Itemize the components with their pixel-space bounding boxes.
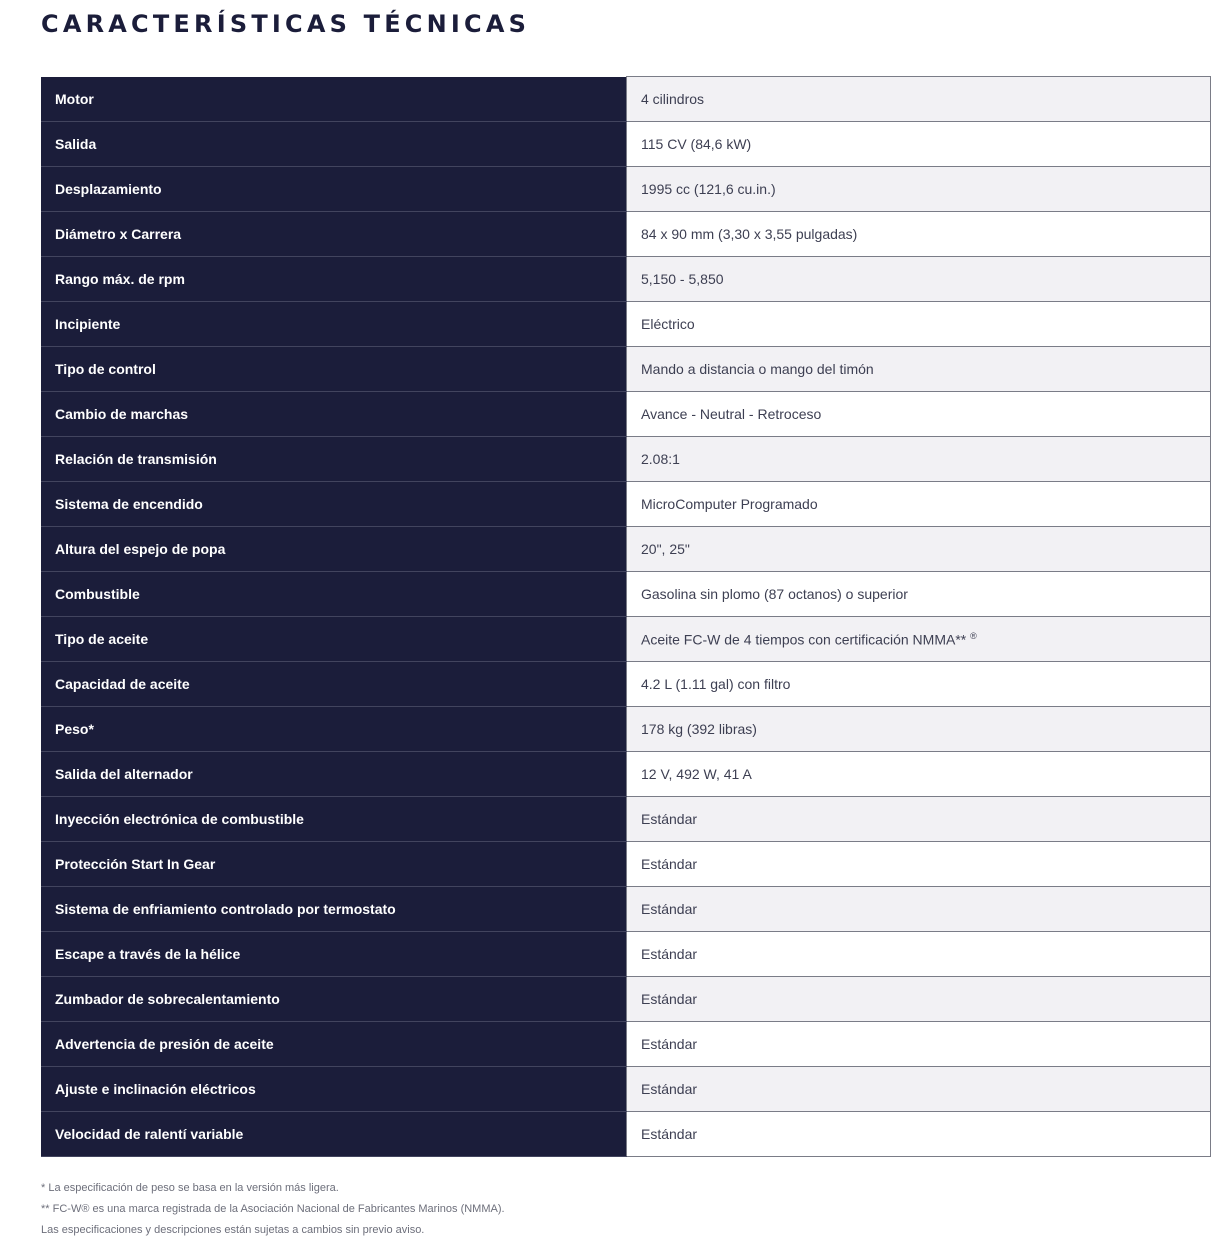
spec-label: Motor xyxy=(41,77,627,122)
table-row xyxy=(41,1112,1211,1157)
spec-label: Inyección electrónica de combustible xyxy=(41,797,627,842)
table-row xyxy=(41,527,1211,572)
spec-value: Mando a distancia o mango del timón xyxy=(627,347,1211,392)
spec-value: Estándar xyxy=(627,1112,1211,1157)
table-row xyxy=(41,437,1211,482)
spec-value: 5,150 - 5,850 xyxy=(627,257,1211,302)
table-row xyxy=(41,797,1211,842)
page-title: CARACTERÍSTICAS TÉCNICAS xyxy=(41,10,531,38)
spec-value: 4.2 L (1.11 gal) con filtro xyxy=(627,662,1211,707)
spec-label: Ajuste e inclinación eléctricos xyxy=(41,1067,627,1112)
spec-value: 20", 25" xyxy=(627,527,1211,572)
footnote-weight: * La especificación de peso se basa en la versión más ligera. xyxy=(41,1182,339,1194)
table-row xyxy=(41,347,1211,392)
spec-value-text: Aceite FC-W de 4 tiempos con certificación NMMA** xyxy=(641,631,967,648)
table-row xyxy=(41,572,1211,617)
table-row xyxy=(41,392,1211,437)
table-row xyxy=(41,1067,1211,1112)
spec-value: 1995 cc (121,6 cu.in.) xyxy=(627,167,1211,212)
spec-label: Altura del espejo de popa xyxy=(41,527,627,572)
spec-value: 4 cilindros xyxy=(627,77,1211,122)
spec-label: Escape a través de la hélice xyxy=(41,932,627,977)
table-row xyxy=(41,1022,1211,1067)
spec-label: Desplazamiento xyxy=(41,167,627,212)
footnote-nmma: ** FC-W® es una marca registrada de la Asociación Nacional de Fabricantes Marinos (NMMA). xyxy=(41,1203,505,1215)
spec-value: Eléctrico xyxy=(627,302,1211,347)
spec-value: 84 x 90 mm (3,30 x 3,55 pulgadas) xyxy=(627,212,1211,257)
table-row xyxy=(41,302,1211,347)
table-row xyxy=(41,707,1211,752)
spec-value: Estándar xyxy=(627,797,1211,842)
specs-table xyxy=(41,76,1211,1157)
spec-label: Incipiente xyxy=(41,302,627,347)
table-row xyxy=(41,842,1211,887)
spec-value: Avance - Neutral - Retroceso xyxy=(627,392,1211,437)
spec-label: Relación de transmisión xyxy=(41,437,627,482)
table-row xyxy=(41,752,1211,797)
table-row xyxy=(41,932,1211,977)
spec-label: Tipo de control xyxy=(41,347,627,392)
spec-value: Estándar xyxy=(627,1067,1211,1112)
spec-value: 12 V, 492 W, 41 A xyxy=(627,752,1211,797)
spec-value: Estándar xyxy=(627,887,1211,932)
spec-label: Combustible xyxy=(41,572,627,617)
spec-value: Estándar xyxy=(627,932,1211,977)
table-row xyxy=(41,482,1211,527)
spec-label: Velocidad de ralentí variable xyxy=(41,1112,627,1157)
registered-mark: ® xyxy=(970,630,977,641)
table-row xyxy=(41,167,1211,212)
table-row xyxy=(41,617,1211,662)
footnote-disclaimer: Las especificaciones y descripciones están sujetas a cambios sin previo aviso. xyxy=(41,1224,425,1236)
spec-label: Salida xyxy=(41,122,627,167)
spec-value: Estándar xyxy=(627,977,1211,1022)
spec-value: Estándar xyxy=(627,1022,1211,1067)
footnotes xyxy=(41,1178,505,1241)
spec-label: Rango máx. de rpm xyxy=(41,257,627,302)
spec-label: Capacidad de aceite xyxy=(41,662,627,707)
spec-label: Tipo de aceite xyxy=(41,617,627,662)
table-row xyxy=(41,212,1211,257)
table-row xyxy=(41,257,1211,302)
table-row xyxy=(41,662,1211,707)
spec-label: Sistema de enfriamiento controlado por termostato xyxy=(41,887,627,932)
table-row xyxy=(41,77,1211,122)
table-row xyxy=(41,122,1211,167)
spec-value: 115 CV (84,6 kW) xyxy=(627,122,1211,167)
table-row xyxy=(41,977,1211,1022)
spec-label: Sistema de encendido xyxy=(41,482,627,527)
spec-value: 178 kg (392 libras) xyxy=(627,707,1211,752)
spec-value xyxy=(627,617,1211,662)
table-row xyxy=(41,887,1211,932)
spec-label: Zumbador de sobrecalentamiento xyxy=(41,977,627,1022)
spec-label: Salida del alternador xyxy=(41,752,627,797)
spec-value: Estándar xyxy=(627,842,1211,887)
spec-label: Peso* xyxy=(41,707,627,752)
spec-label: Advertencia de presión de aceite xyxy=(41,1022,627,1067)
spec-value: 2.08:1 xyxy=(627,437,1211,482)
spec-label: Diámetro x Carrera xyxy=(41,212,627,257)
spec-label: Cambio de marchas xyxy=(41,392,627,437)
spec-value: Gasolina sin plomo (87 octanos) o superior xyxy=(627,572,1211,617)
spec-label: Protección Start In Gear xyxy=(41,842,627,887)
spec-value: MicroComputer Programado xyxy=(627,482,1211,527)
